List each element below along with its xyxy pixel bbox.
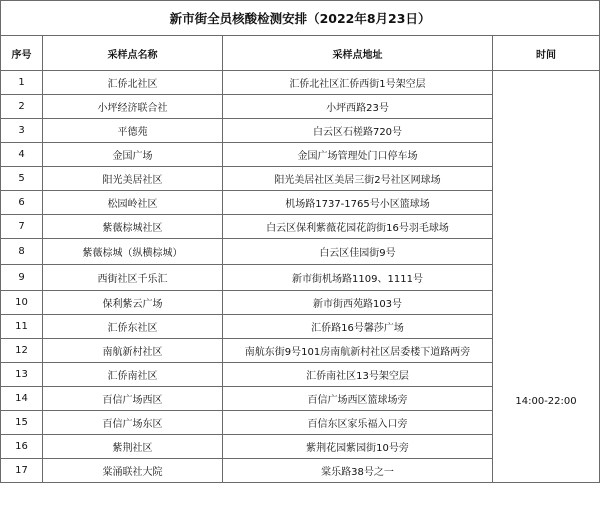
row-site-address: 新市街机场路1109、1111号: [223, 265, 493, 291]
row-index: 4: [1, 143, 43, 167]
row-site-address: 白云区佳园街9号: [223, 239, 493, 265]
row-site-name: 百信广场西区: [43, 387, 223, 411]
row-site-name: 汇侨东社区: [43, 315, 223, 339]
row-index: 5: [1, 167, 43, 191]
row-index: 11: [1, 315, 43, 339]
header-site-name: 采样点名称: [43, 36, 223, 71]
row-index: 1: [1, 71, 43, 95]
row-site-name: 紫薇棕城社区: [43, 215, 223, 239]
row-index: 9: [1, 265, 43, 291]
table-row: [1, 71, 600, 95]
row-site-address: 金国广场管理处门口停车场: [223, 143, 493, 167]
header-index: 序号: [1, 36, 43, 71]
row-site-address: 阳光美居社区美居三街2号社区网球场: [223, 167, 493, 191]
row-index: 15: [1, 411, 43, 435]
row-site-address: 汇侨路16号馨莎广场: [223, 315, 493, 339]
header-site-address: 采样点地址: [223, 36, 493, 71]
row-index: 3: [1, 119, 43, 143]
row-site-name: 南航新村社区: [43, 339, 223, 363]
row-site-name: 西街社区千乐汇: [43, 265, 223, 291]
row-site-name: 阳光美居社区: [43, 167, 223, 191]
row-site-address: 棠乐路38号之一: [223, 459, 493, 483]
row-site-address: 百信东区家乐福入口旁: [223, 411, 493, 435]
row-site-address: 百信广场西区篮球场旁: [223, 387, 493, 411]
row-site-address: 白云区石槎路720号: [223, 119, 493, 143]
row-site-name: 棠涌联社大院: [43, 459, 223, 483]
time-cell: 14:00-22:00: [493, 71, 600, 483]
row-index: 17: [1, 459, 43, 483]
header-time: 时间: [493, 36, 600, 71]
row-site-name: 紫荆社区: [43, 435, 223, 459]
row-index: 2: [1, 95, 43, 119]
row-site-name: 汇侨南社区: [43, 363, 223, 387]
table-title: 新市街全员核酸检测安排（2022年8月23日）: [1, 1, 600, 36]
row-site-address: 新市街西苑路103号: [223, 291, 493, 315]
row-site-address: 机场路1737-1765号小区篮球场: [223, 191, 493, 215]
row-site-name: 金国广场: [43, 143, 223, 167]
row-index: 16: [1, 435, 43, 459]
row-site-name: 百信广场东区: [43, 411, 223, 435]
row-site-name: 紫薇棕城（纵横棕城）: [43, 239, 223, 265]
row-site-address: 汇侨南社区13号架空层: [223, 363, 493, 387]
row-index: 10: [1, 291, 43, 315]
row-site-address: 白云区保利紫薇花园花韵街16号羽毛球场: [223, 215, 493, 239]
row-site-name: 松园岭社区: [43, 191, 223, 215]
row-index: 12: [1, 339, 43, 363]
row-index: 14: [1, 387, 43, 411]
row-index: 8: [1, 239, 43, 265]
row-site-name: 保利紫云广场: [43, 291, 223, 315]
row-site-address: 南航东街9号101房南航新村社区居委楼下道路两旁: [223, 339, 493, 363]
row-site-name: 小坪经济联合社: [43, 95, 223, 119]
row-site-name: 平德苑: [43, 119, 223, 143]
table-body: [1, 71, 600, 483]
row-index: 6: [1, 191, 43, 215]
row-site-address: 紫荆花园紫园街10号旁: [223, 435, 493, 459]
row-site-address: 汇侨北社区汇侨西街1号架空层: [223, 71, 493, 95]
row-site-address: 小坪西路23号: [223, 95, 493, 119]
row-index: 7: [1, 215, 43, 239]
header-row: [1, 36, 600, 71]
row-site-name: 汇侨北社区: [43, 71, 223, 95]
row-index: 13: [1, 363, 43, 387]
